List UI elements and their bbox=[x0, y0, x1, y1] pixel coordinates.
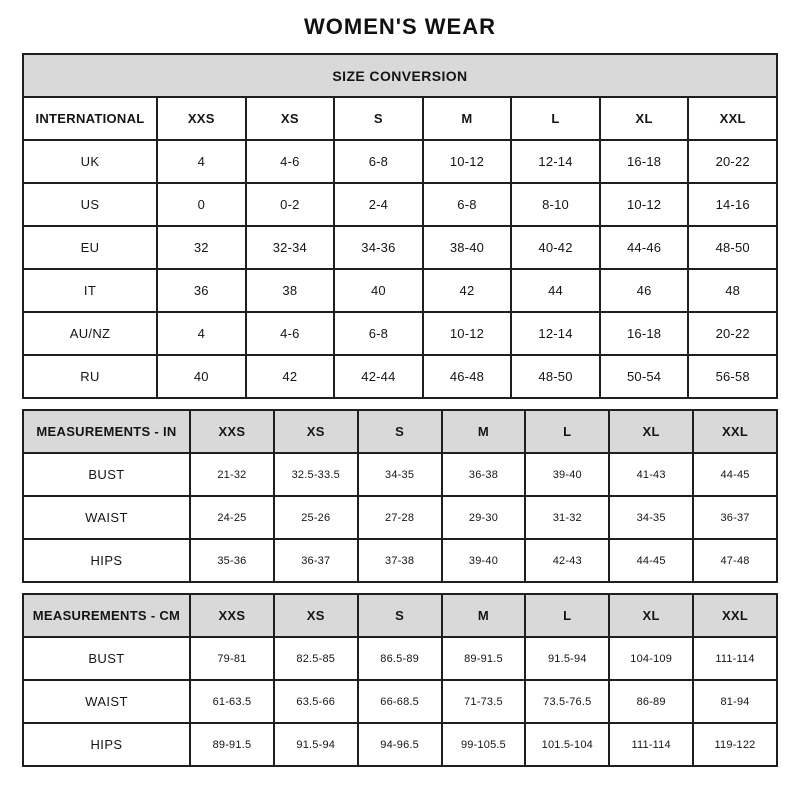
value-cell: 79-81 bbox=[190, 637, 274, 680]
row-label-cell: AU/NZ bbox=[23, 312, 157, 355]
value-cell: 38 bbox=[246, 269, 335, 312]
row-label-cell: IT bbox=[23, 269, 157, 312]
value-cell: 34-35 bbox=[609, 496, 693, 539]
row-label-cell: HIPS bbox=[23, 539, 190, 582]
value-cell: 42 bbox=[423, 269, 512, 312]
table-title-cell: MEASUREMENTS - IN bbox=[23, 410, 190, 453]
value-cell: 24-25 bbox=[190, 496, 274, 539]
value-cell: 37-38 bbox=[358, 539, 442, 582]
size-header-cell: M bbox=[423, 97, 512, 140]
table-row bbox=[23, 312, 777, 355]
value-cell: 35-36 bbox=[190, 539, 274, 582]
value-cell: 20-22 bbox=[688, 312, 777, 355]
size-header-cell: L bbox=[511, 97, 600, 140]
row-label-cell: BUST bbox=[23, 453, 190, 496]
row-label-cell: UK bbox=[23, 140, 157, 183]
value-cell: 10-12 bbox=[423, 312, 512, 355]
table-row bbox=[23, 680, 777, 723]
row-label-cell: US bbox=[23, 183, 157, 226]
value-cell: 4-6 bbox=[246, 312, 335, 355]
value-cell: 36-37 bbox=[693, 496, 777, 539]
row-label-cell: EU bbox=[23, 226, 157, 269]
value-cell: 39-40 bbox=[525, 453, 609, 496]
value-cell: 111-114 bbox=[609, 723, 693, 766]
value-cell: 4 bbox=[157, 140, 246, 183]
size-header-cell: XS bbox=[274, 594, 358, 637]
size-header-cell: XS bbox=[246, 97, 335, 140]
measurements-cm-table bbox=[22, 593, 778, 767]
value-cell: 6-8 bbox=[423, 183, 512, 226]
size-header-cell: XL bbox=[609, 594, 693, 637]
size-header-cell: XXS bbox=[190, 594, 274, 637]
value-cell: 46 bbox=[600, 269, 689, 312]
row-label-cell: WAIST bbox=[23, 680, 190, 723]
value-cell: 44-45 bbox=[609, 539, 693, 582]
value-cell: 82.5-85 bbox=[274, 637, 358, 680]
value-cell: 16-18 bbox=[600, 312, 689, 355]
table-title-cell: SIZE CONVERSION bbox=[23, 54, 777, 97]
value-cell: 29-30 bbox=[442, 496, 526, 539]
value-cell: 71-73.5 bbox=[442, 680, 526, 723]
row-label-cell: WAIST bbox=[23, 496, 190, 539]
value-cell: 56-58 bbox=[688, 355, 777, 398]
value-cell: 25-26 bbox=[274, 496, 358, 539]
value-cell: 40 bbox=[334, 269, 423, 312]
size-header-cell: M bbox=[442, 594, 526, 637]
value-cell: 27-28 bbox=[358, 496, 442, 539]
value-cell: 32-34 bbox=[246, 226, 335, 269]
value-cell: 101.5-104 bbox=[525, 723, 609, 766]
size-header-cell: XXL bbox=[693, 410, 777, 453]
value-cell: 61-63.5 bbox=[190, 680, 274, 723]
value-cell: 44 bbox=[511, 269, 600, 312]
row-label-cell: HIPS bbox=[23, 723, 190, 766]
size-header-cell: XXL bbox=[688, 97, 777, 140]
value-cell: 66-68.5 bbox=[358, 680, 442, 723]
value-cell: 32 bbox=[157, 226, 246, 269]
value-cell: 36-38 bbox=[442, 453, 526, 496]
value-cell: 36 bbox=[157, 269, 246, 312]
value-cell: 99-105.5 bbox=[442, 723, 526, 766]
column-header-row bbox=[23, 410, 777, 453]
value-cell: 111-114 bbox=[693, 637, 777, 680]
value-cell: 4-6 bbox=[246, 140, 335, 183]
value-cell: 14-16 bbox=[688, 183, 777, 226]
size-header-cell: XXL bbox=[693, 594, 777, 637]
value-cell: 104-109 bbox=[609, 637, 693, 680]
value-cell: 40-42 bbox=[511, 226, 600, 269]
size-header-cell: XL bbox=[609, 410, 693, 453]
table-row bbox=[23, 226, 777, 269]
value-cell: 21-32 bbox=[190, 453, 274, 496]
size-header-cell: M bbox=[442, 410, 526, 453]
value-cell: 41-43 bbox=[609, 453, 693, 496]
value-cell: 42-44 bbox=[334, 355, 423, 398]
value-cell: 81-94 bbox=[693, 680, 777, 723]
row-label-cell: RU bbox=[23, 355, 157, 398]
value-cell: 48-50 bbox=[511, 355, 600, 398]
row-header-cell: INTERNATIONAL bbox=[23, 97, 157, 140]
table-title-cell: MEASUREMENTS - CM bbox=[23, 594, 190, 637]
table-row bbox=[23, 183, 777, 226]
column-header-row bbox=[23, 97, 777, 140]
measurements-cm-body bbox=[23, 594, 777, 766]
size-header-cell: XL bbox=[600, 97, 689, 140]
value-cell: 91.5-94 bbox=[274, 723, 358, 766]
value-cell: 4 bbox=[157, 312, 246, 355]
value-cell: 0-2 bbox=[246, 183, 335, 226]
table-row bbox=[23, 637, 777, 680]
table-row bbox=[23, 496, 777, 539]
value-cell: 86-89 bbox=[609, 680, 693, 723]
page-title: WOMEN'S WEAR bbox=[304, 14, 496, 39]
size-conversion-table bbox=[22, 53, 778, 399]
value-cell: 32.5-33.5 bbox=[274, 453, 358, 496]
value-cell: 42-43 bbox=[525, 539, 609, 582]
value-cell: 34-35 bbox=[358, 453, 442, 496]
size-header-cell: S bbox=[358, 410, 442, 453]
value-cell: 31-32 bbox=[525, 496, 609, 539]
size-conversion-body bbox=[23, 54, 777, 398]
measurements-in-body bbox=[23, 410, 777, 582]
value-cell: 12-14 bbox=[511, 312, 600, 355]
measurements-in-table bbox=[22, 409, 778, 583]
table-row bbox=[23, 453, 777, 496]
value-cell: 12-14 bbox=[511, 140, 600, 183]
value-cell: 50-54 bbox=[600, 355, 689, 398]
value-cell: 40 bbox=[157, 355, 246, 398]
value-cell: 94-96.5 bbox=[358, 723, 442, 766]
value-cell: 63.5-66 bbox=[274, 680, 358, 723]
value-cell: 2-4 bbox=[334, 183, 423, 226]
value-cell: 44-46 bbox=[600, 226, 689, 269]
value-cell: 36-37 bbox=[274, 539, 358, 582]
value-cell: 34-36 bbox=[334, 226, 423, 269]
value-cell: 73.5-76.5 bbox=[525, 680, 609, 723]
size-header-cell: XS bbox=[274, 410, 358, 453]
value-cell: 39-40 bbox=[442, 539, 526, 582]
value-cell: 48-50 bbox=[688, 226, 777, 269]
value-cell: 48 bbox=[688, 269, 777, 312]
table-row bbox=[23, 269, 777, 312]
value-cell: 8-10 bbox=[511, 183, 600, 226]
table-row bbox=[23, 140, 777, 183]
value-cell: 46-48 bbox=[423, 355, 512, 398]
value-cell: 16-18 bbox=[600, 140, 689, 183]
size-header-cell: L bbox=[525, 594, 609, 637]
value-cell: 6-8 bbox=[334, 140, 423, 183]
size-header-cell: S bbox=[358, 594, 442, 637]
size-header-cell: XXS bbox=[157, 97, 246, 140]
value-cell: 86.5-89 bbox=[358, 637, 442, 680]
value-cell: 38-40 bbox=[423, 226, 512, 269]
size-header-cell: S bbox=[334, 97, 423, 140]
value-cell: 47-48 bbox=[693, 539, 777, 582]
table-row bbox=[23, 539, 777, 582]
table-row bbox=[23, 355, 777, 398]
value-cell: 89-91.5 bbox=[190, 723, 274, 766]
table-row bbox=[23, 723, 777, 766]
value-cell: 89-91.5 bbox=[442, 637, 526, 680]
value-cell: 10-12 bbox=[600, 183, 689, 226]
column-header-row bbox=[23, 594, 777, 637]
size-header-cell: L bbox=[525, 410, 609, 453]
size-header-cell: XXS bbox=[190, 410, 274, 453]
table-title-row bbox=[23, 54, 777, 97]
value-cell: 119-122 bbox=[693, 723, 777, 766]
value-cell: 91.5-94 bbox=[525, 637, 609, 680]
value-cell: 0 bbox=[157, 183, 246, 226]
value-cell: 10-12 bbox=[423, 140, 512, 183]
value-cell: 6-8 bbox=[334, 312, 423, 355]
value-cell: 20-22 bbox=[688, 140, 777, 183]
value-cell: 42 bbox=[246, 355, 335, 398]
value-cell: 44-45 bbox=[693, 453, 777, 496]
row-label-cell: BUST bbox=[23, 637, 190, 680]
